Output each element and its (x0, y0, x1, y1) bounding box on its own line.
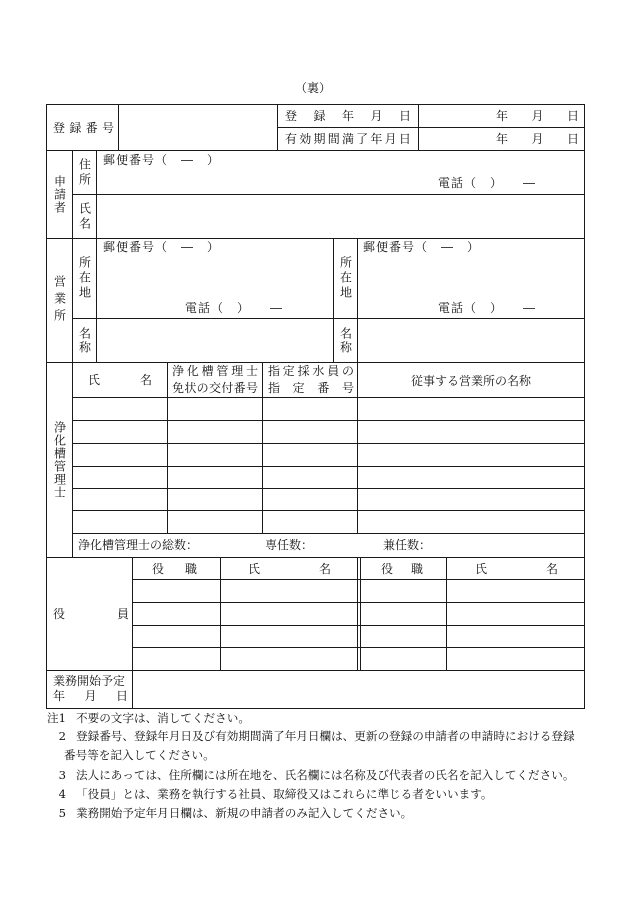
char: 番 (85, 120, 98, 135)
officers-header-name-cell-2 (446, 557, 585, 580)
char: 役 (381, 561, 394, 576)
office-location-label-cell-1 (72, 238, 97, 319)
officers-header-name (475, 558, 558, 579)
char: 号 (341, 381, 354, 395)
char: 間 (327, 132, 340, 146)
officers-label (53, 558, 129, 670)
office-name-label: 名称 (338, 326, 353, 355)
note-text: 法人にあっては、住所欄には所在地を、氏名欄には名称及び代表者の氏名を記入してください。 (76, 768, 575, 782)
char: の (341, 364, 354, 378)
char: 浄 (172, 364, 185, 378)
char: 職 (410, 561, 423, 576)
managers-header-office: 従事する営業所の名称 (410, 373, 531, 388)
char: 月 (531, 132, 544, 146)
note-number: 3 (58, 768, 66, 782)
office-label-cell (46, 238, 73, 363)
char: 指 (268, 364, 281, 378)
manager-office-cell (357, 397, 585, 421)
officers-header-name-cell (220, 557, 358, 580)
manager-office-cell (357, 510, 585, 534)
office-location-field-1 (96, 238, 334, 319)
applicant-address-label: 住所 (77, 157, 92, 188)
manager-license-cell (167, 510, 263, 534)
applicant-label: 申請者 (52, 175, 67, 214)
char: 職 (184, 561, 197, 576)
office-location-label: 所在地 (338, 256, 353, 301)
officer-name-cell (446, 602, 585, 626)
manager-name-cell (72, 443, 168, 467)
manager-office-cell (357, 420, 585, 444)
registration-number-field (118, 104, 278, 151)
managers-header-sampler-line2 (268, 381, 354, 395)
char: 名 (139, 373, 152, 387)
char: 効 (299, 132, 312, 146)
office-label: 営業所 (52, 275, 67, 326)
registration-date-label (285, 105, 411, 127)
note-text: 登録番号、登録年月日及び有効期間満了年月日欄は、更新の登録の申請者の申請時における登録 (76, 729, 575, 743)
officer-position-cell (357, 602, 447, 626)
managers-label: 浄化槽管理士 (52, 421, 67, 499)
note-number: 4 (58, 787, 66, 801)
officer-position-cell (357, 625, 447, 648)
office-name-field-1 (96, 318, 334, 363)
officer-name-cell (220, 602, 358, 626)
char: 採 (297, 364, 310, 378)
char: 月 (531, 109, 544, 123)
managers-concurrent-label: 兼任数： (383, 538, 432, 552)
office-name-label-cell-1 (72, 318, 97, 363)
applicant-postal-code: 郵便番号（ ― ） (103, 153, 221, 167)
note-number: 2 (58, 729, 66, 743)
expiry-date-field (418, 127, 585, 151)
char: 定 (292, 381, 305, 395)
applicant-name-field (96, 194, 585, 239)
note-number: 5 (58, 806, 66, 820)
char: 槽 (201, 364, 214, 378)
managers-header-sampler-line1 (268, 364, 354, 378)
registration-date-field (418, 104, 585, 128)
char: 名 (545, 561, 558, 576)
manager-license-cell (167, 488, 263, 511)
managers-header-license-cell (167, 362, 263, 398)
note-text: 不要の文字は、消してください。 (76, 711, 250, 725)
char: 氏 (88, 373, 101, 387)
office-postal-code: 郵便番号（ ― ） (363, 240, 481, 254)
manager-office-cell (357, 488, 585, 511)
officer-name-cell (446, 625, 585, 648)
managers-header-sampler-cell (262, 362, 358, 398)
char: 定 (282, 364, 295, 378)
office-phone: 電話（ ） ― (185, 301, 284, 315)
office-location-label-cell-2 (333, 238, 358, 319)
managers-label-cell (46, 362, 73, 558)
managers-header-office-cell (357, 362, 585, 398)
char: 年 (341, 109, 354, 123)
officers-header-position (381, 558, 423, 579)
office-postal-code: 郵便番号（ ― ） (103, 240, 221, 254)
officer-position-cell (132, 625, 221, 648)
registration-date-units (496, 105, 579, 127)
managers-fulltime-label: 専任数： (265, 538, 314, 552)
office-location-field-2 (357, 238, 585, 319)
char: 付 (221, 381, 234, 395)
char: 員 (116, 607, 129, 621)
manager-name-cell (72, 397, 168, 421)
char: 録 (313, 109, 326, 123)
char: 月 (370, 109, 383, 123)
officer-name-cell (446, 579, 585, 603)
start-date-label-line2 (53, 689, 128, 703)
char: 年 (496, 109, 509, 123)
officers-header-position-cell-2 (357, 557, 447, 580)
manager-name-cell (72, 420, 168, 444)
manager-sampler-cell (262, 510, 358, 534)
manager-license-cell (167, 420, 263, 444)
char: 録 (69, 120, 82, 135)
char: 了 (356, 132, 369, 146)
char: 役 (152, 561, 165, 576)
manager-sampler-cell (262, 466, 358, 489)
manager-sampler-cell (262, 488, 358, 511)
office-phone: 電話（ ） ― (438, 301, 537, 315)
manager-name-cell (72, 510, 168, 534)
registration-number-label (53, 105, 114, 150)
char: 氏 (248, 561, 261, 576)
note-text-continuation: 番号等を記入してください。 (64, 748, 215, 762)
applicant-name-label: 氏名 (77, 201, 92, 232)
manager-license-cell (167, 397, 263, 421)
char: の (196, 381, 209, 395)
char: 満 (341, 132, 354, 146)
char: 番 (317, 381, 330, 395)
char: 年 (370, 132, 383, 146)
officer-name-cell (220, 579, 358, 603)
char: 交 (208, 381, 221, 395)
officers-double-rule (360, 557, 361, 671)
managers-header-name-cell (72, 362, 168, 398)
char: 氏 (475, 561, 488, 576)
officers-header-name (248, 558, 331, 579)
page-title: （裏） (294, 81, 331, 95)
officers-header-position (152, 558, 197, 579)
officer-position-cell (132, 647, 221, 671)
char: 日 (398, 132, 411, 146)
office-name-label: 名称 (77, 326, 92, 355)
char: 指 (268, 381, 281, 395)
officer-name-cell (220, 647, 358, 671)
officer-position-cell (132, 602, 221, 626)
registration-number-label-cell (46, 104, 119, 151)
expiry-date-units (496, 128, 579, 150)
managers-header-license-line1 (172, 364, 258, 378)
note-text: 「役員」とは、業務を執行する社員、取締役又はこれらに準じる者をいいます。 (76, 787, 493, 801)
expiry-date-label (285, 128, 411, 150)
managers-header-name (88, 363, 152, 397)
officers-label-cell (46, 557, 133, 671)
applicant-name-label-cell (72, 194, 97, 239)
officer-position-cell (357, 647, 447, 671)
char: 管 (216, 364, 229, 378)
char: 年 (53, 689, 66, 703)
registration-date-label-cell (277, 104, 419, 128)
char: 日 (566, 132, 579, 146)
char: 期 (313, 132, 326, 146)
char: 日 (566, 109, 579, 123)
manager-sampler-cell (262, 420, 358, 444)
expiry-date-label-cell (277, 127, 419, 151)
officer-position-cell (357, 579, 447, 603)
note-text: 業務開始予定年月日欄は、新規の申請者のみ記入してください。 (76, 806, 413, 820)
manager-name-cell (72, 466, 168, 489)
char: 免 (172, 381, 185, 395)
char: 員 (327, 364, 340, 378)
applicant-label-cell (46, 150, 73, 239)
char: 番 (233, 381, 246, 395)
char: 化 (186, 364, 199, 378)
char: 水 (312, 364, 325, 378)
char: 役 (53, 607, 66, 621)
char: 日 (115, 689, 128, 703)
start-date-field (132, 670, 585, 709)
managers-total-label: 浄化槽管理士の総数： (78, 538, 199, 552)
note-number: 注1 (47, 711, 66, 725)
start-date-label-line1: 業務開始予定 (53, 674, 126, 688)
char: 有 (285, 132, 298, 146)
office-location-label: 所在地 (77, 256, 92, 301)
officer-name-cell (220, 625, 358, 648)
applicant-address-label-cell (72, 150, 97, 195)
char: 理 (231, 364, 244, 378)
manager-license-cell (167, 443, 263, 467)
officer-position-cell (132, 579, 221, 603)
applicant-phone: 電話（ ） ― (438, 176, 537, 190)
start-date-label-cell (46, 670, 133, 709)
char: 年 (496, 132, 509, 146)
manager-license-cell (167, 466, 263, 489)
char: 月 (384, 132, 397, 146)
char: 日 (398, 109, 411, 123)
office-name-field-2 (357, 318, 585, 363)
applicant-address-field (96, 150, 585, 195)
manager-name-cell (72, 488, 168, 511)
manager-sampler-cell (262, 443, 358, 467)
char: 士 (245, 364, 258, 378)
manager-office-cell (357, 466, 585, 489)
officer-name-cell (446, 647, 585, 671)
char: 登 (53, 120, 66, 135)
char: 号 (245, 381, 258, 395)
manager-office-cell (357, 443, 585, 467)
managers-header-license-line2 (172, 381, 258, 395)
char: 月 (84, 689, 97, 703)
char: 号 (101, 120, 114, 135)
office-name-label-cell-2 (333, 318, 358, 363)
officers-header-position-cell (132, 557, 221, 580)
manager-sampler-cell (262, 397, 358, 421)
managers-totals-row (72, 533, 585, 558)
char: 状 (184, 381, 197, 395)
char: 名 (318, 561, 331, 576)
char: 登 (285, 109, 298, 123)
